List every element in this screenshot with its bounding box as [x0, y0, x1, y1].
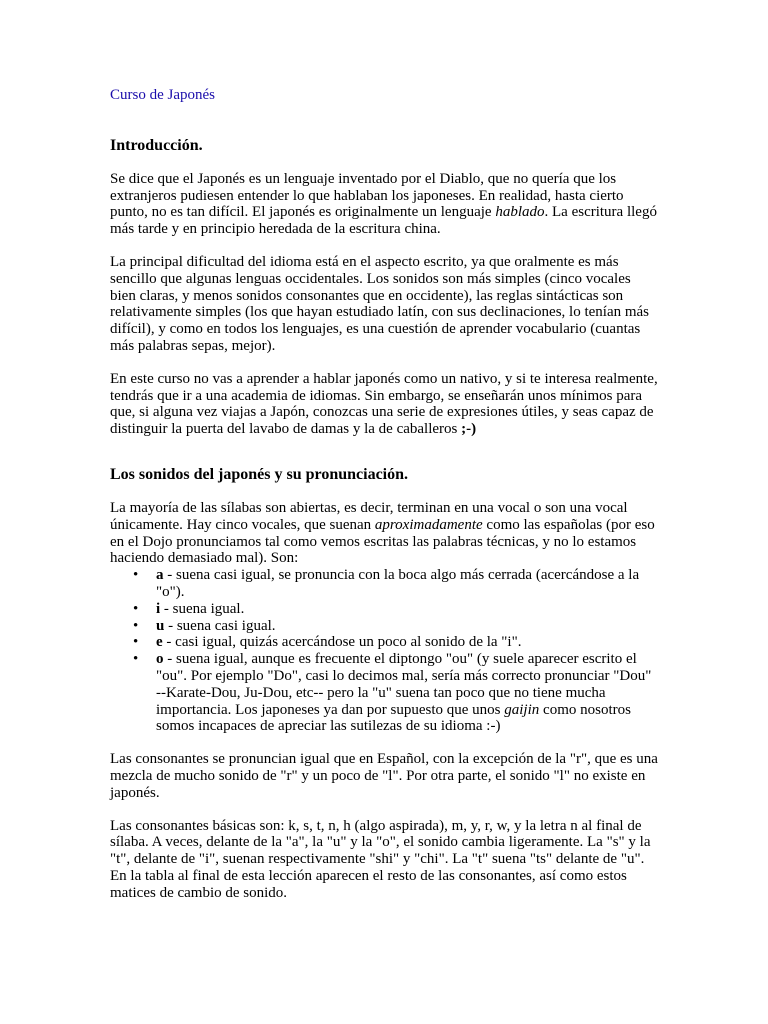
- consonants-paragraph-2: Las consonantes básicas son: k, s, t, n, h (algo aspirada), m, y, r, w, y la letra n al final de sílaba. A veces, delante de la "a", la "u" y la "o", el sonido cambia ligeramente. La "s" y la "t", delante de "i", suenan respectivamente "shi" y "chi". La "t" suena "ts" delante de "u". En la tabla al final de esta lección aparecen el resto de las consonantes, así como estos matices de cambio de sonido.: [110, 817, 651, 901]
- vowel-description: - suena igual, aunque es frecuente el diptongo "ou" (y suele aparecer escrito el "ou". Por ejemplo "Do", casi lo decimos mal, sería más correcto pronunciar "Dou" --Karate-Dou, Ju-Dou, etc-- pero la "u" suena tan poco que no tiene mucha importancia. Los japoneses ya dan por supuesto que unos: [156, 651, 652, 718]
- sounds-heading: Los sonidos del japonés y su pronunciación.: [110, 465, 409, 483]
- consonants-paragraph-1: Las consonantes se pronuncian igual que en Español, con la excepción de la "r", que es una mezcla de mucho sonido de "r" y un poco de "l". Por otra parte, el sonido "l" no existe en japonés.: [110, 751, 658, 801]
- vowel-letter: o: [156, 651, 164, 668]
- vowel-letter: u: [156, 617, 165, 634]
- vowel-list: [110, 567, 660, 735]
- vowel-emphasis: gaijin: [504, 701, 540, 718]
- sounds-p1-emphasis: aproximadamente: [374, 516, 483, 533]
- vowel-description: - suena casi igual, se pronuncia con la boca algo más cerrada (acercándose a la "o").: [156, 567, 640, 600]
- sounds-paragraph-1: [110, 500, 660, 567]
- intro-p3-emoticon: ;-): [461, 421, 477, 438]
- intro-p1-text-a: Se dice que el Japonés es un lenguaje inventado por el Diablo, que no quería que los extranjeros pudiesen entender lo que hablaban los japoneses. En realidad, hasta cierto punto, no es tan difícil. El japonés es originalmente un lenguaje: [110, 170, 624, 221]
- list-item-vowel-i: [156, 601, 660, 618]
- list-item-vowel-e: [156, 634, 660, 651]
- intro-p1-emphasis: hablado: [495, 204, 545, 221]
- intro-paragraph-3: [110, 371, 660, 438]
- vowel-letter: e: [156, 634, 163, 651]
- intro-paragraph-2: La principal dificultad del idioma está en el aspecto escrito, ya que oralmente es más sencillo que algunas lenguas occidentales. Los sonidos son más simples (cinco vocales bien claras, y menos sonidos consonantes que en occidente), las reglas sintácticas son relativamente simples (los que hayan estudiado latín, con sus declinaciones, lo tenían más difícil), y como en todos los lenguajes, es una cuestión de aprender vocabulario (cuantas más palabras sepas, mejor).: [110, 253, 650, 354]
- vowel-letter: a: [156, 567, 164, 584]
- list-item-vowel-a: [156, 567, 660, 601]
- intro-p1-text-b: . La escritura llegó más tarde y en principio heredada de la escritura china.: [110, 204, 657, 238]
- sounds-p1-text-a: La mayoría de las sílabas son abiertas, es decir, terminan en una vocal o son una vocal únicamente. Hay cinco vocales, que suenan: [110, 499, 628, 533]
- vowel-letter: i: [156, 600, 161, 617]
- intro-heading: Introducción.: [110, 136, 203, 154]
- vowel-description-end: como nosotros somos incapaces de apreciar las sutilezas de su idioma :-): [156, 701, 631, 735]
- sounds-p1-text-b: como las españolas (por eso en el Dojo pronunciamos tal como vemos escritas las palabras técnicas, y no lo estamos haciendo demasiado mal). Son:: [110, 516, 655, 567]
- vowel-description: - suena igual.: [160, 600, 245, 617]
- vowel-description: - suena casi igual.: [164, 617, 276, 634]
- intro-paragraph-1: [110, 171, 660, 238]
- list-item-vowel-u: [156, 618, 660, 635]
- course-title-link[interactable]: Curso de Japonés: [110, 87, 215, 103]
- document-page: [110, 87, 660, 901]
- list-item-vowel-o: [156, 651, 660, 735]
- intro-p3-text: En este curso no vas a aprender a hablar japonés como un nativo, y si te interesa realmente, tendrás que ir a una academia de idiomas. Sin embargo, se enseñarán unos mínimos para que, si alguna vez viajas a Japón, conozcas una serie de expresiones útiles, y seas capaz de distinguir la puerta del lavabo de damas y la de caballeros: [110, 370, 658, 438]
- vowel-description: - casi igual, quizás acercándose un poco al sonido de la "i".: [162, 634, 522, 651]
